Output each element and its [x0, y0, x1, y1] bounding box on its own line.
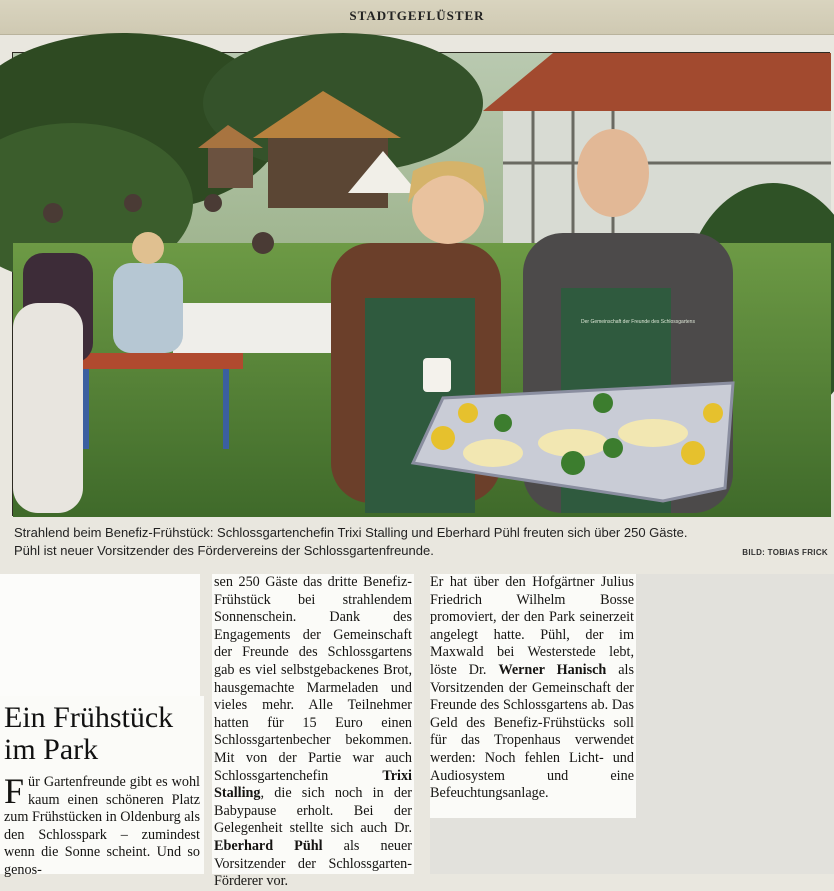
drop-cap: F: [4, 771, 25, 811]
column-2-text-b: , die sich noch in der Babypause erholt. Bei der Gelegenheit stellte sich auch Dr.: [214, 785, 412, 837]
article-column-3: [430, 574, 636, 818]
article-column-1: [0, 696, 204, 878]
news-photo: [12, 52, 830, 516]
column-2-text-c: als neuer Vorsitzender der Schlossgarten-Förderer vor.: [214, 837, 412, 890]
blank-area: [0, 574, 200, 696]
headline-line-1: Ein Frühstück: [4, 701, 174, 734]
article-column-2: [212, 574, 414, 890]
headline-line-2: im Park: [4, 733, 99, 766]
column-1-text: ür Gartenfreunde gibt es wohl kaum einen schöneren Platz zum Frühstücken in Oldenburg als den Schlosspark – zumindest wenn die Sonne scheint. Und so genos-: [4, 774, 200, 878]
article-headline: [4, 702, 200, 766]
name-werner-hanisch: Werner Hanisch: [498, 661, 607, 678]
section-title: STADTGEFLÜSTER: [349, 8, 485, 23]
name-trixi-stalling: Trixi Stalling: [214, 767, 412, 802]
adjacent-area: [636, 574, 834, 874]
caption-line-1: Strahlend beim Benefiz-Frühstück: Schlossgartenchefin Trixi Stalling und Eberhard Pühl freuten sich über 250 Gäste.: [14, 525, 688, 540]
adjacent-area-bottom: [430, 818, 636, 874]
column-3-text-a: Er hat über den Hofgärtner Julius Friedrich Wilhelm Bosse promoviert, der den Park seinerzeit angelegt hatte. Pühl, der im Maxwald bei Westerstede lebt, löste Dr.: [430, 574, 634, 678]
name-eberhard-puehl: Eberhard Pühl: [214, 837, 323, 854]
column-2-text-a: sen 250 Gäste das dritte Benefiz-Frühstück bei strahlendem Sonnenschein. Dank des Engagements der Gemeinschaft der Freunde des Schlossgartens gab es viel selbstgebackenes Brot, hausgemachte Marmeladen und vieles mehr. Alle Teilnehmer hatten für 15 Euro einen Schlossgartenbecher bekommen. Mit von der Partie war auch Schlossgartenchefin: [214, 574, 412, 784]
apron-print: Der Gemeinschaft der Freunde des Schlossgartens: [581, 319, 695, 325]
caption-line-2: Pühl ist neuer Vorsitzender des Fördervereins der Schlossgartenfreunde.: [14, 543, 434, 558]
photo-illustration: [13, 53, 831, 517]
photo-credit: BILD: TOBIAS FRICK: [742, 548, 828, 557]
column-3-text-b: als Vorsitzenden der Gemeinschaft der Freunde des Schlossgartens ab. Das Geld des Benefiz-Frühstücks soll für das Tropenhaus verwendet werden: Noch fehlen Licht- und Audiosystem und eine Befeuchtungsanlage.: [430, 661, 635, 802]
photo-caption: [14, 524, 832, 560]
